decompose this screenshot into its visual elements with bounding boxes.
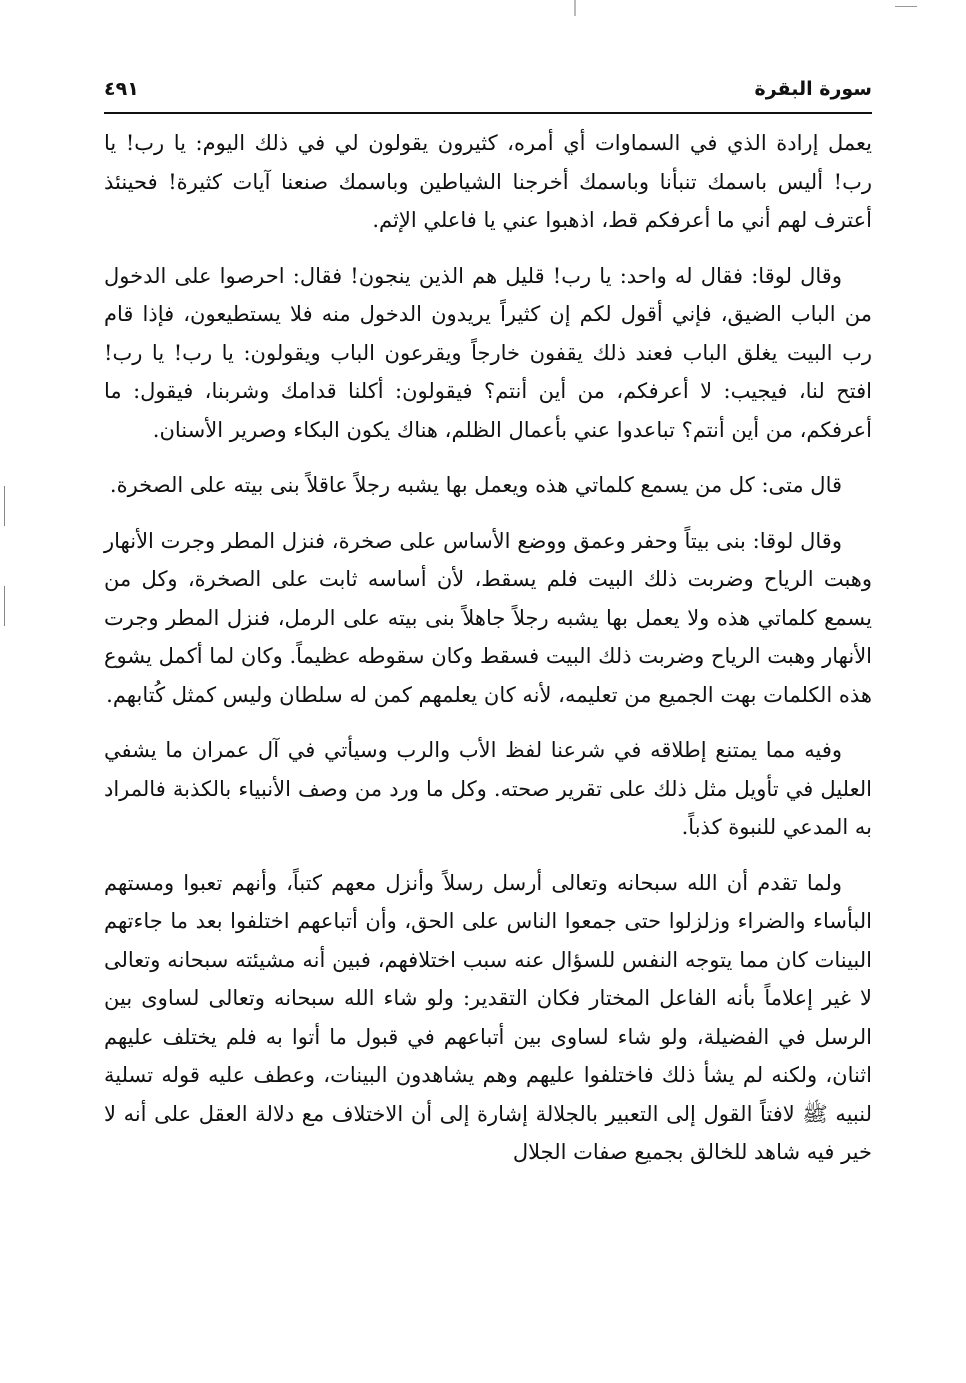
header-rule xyxy=(104,112,872,114)
paragraph: ولما تقدم أن الله سبحانه وتعالى أرسل رسلاً وأنزل معهم كتباً، وأنهم تعبوا ومستهم البأساء والضراء وزلزلوا حتى جمعوا الناس على الحق، وأن أتباعهم اختلفوا بعد ما جاءتهم البينات كان مما يتوجه النفس للسؤال عنه سبب اختلافهم، فبين أنه مشيئته سبحانه وتعالى لا غير إعلاماً بأنه الفاعل المختار فكان التقدير: ولو شاء الله سبحانه وتعالى لساوى بين الرسل في الفضيلة، ولو شاء لساوى بين أتباعهم في قبول ما أتوا به فلم يختلف عليهم اثنان، ولكنه لم يشأ ذلك فاختلفوا عليهم وهم يشاهدون البينات، وعطف عليه قوله تسلية لنبيه ﷺ لافتاً القول إلى التعبير بالجلالة إشارة إلى أن الاختلاف مع دلالة العقل على أنه لا خير فيه شاهد للخالق بجميع صفات الجلال xyxy=(104,870,872,1164)
paragraph: يعمل إرادة الذي في السماوات أي أمره، كثيرون يقولون لي في ذلك اليوم: يا رب! يا رب! أليس باسمك تنبأنا وباسمك أخرجنا الشياطين وباسمك صنعنا آيات كثيرة! فحينئذ أعترف لهم أني ما أعرفكم قط، اذهبوا عني يا فاعلي الإثم. xyxy=(104,131,872,232)
body-text xyxy=(104,124,872,1189)
scan-mark xyxy=(895,6,917,7)
surah-title: سورة البقرة xyxy=(754,78,872,100)
paragraph: وقال لوقا: فقال له واحد: يا رب! قليل هم الذين ينجون! فقال: احرصوا على الدخول من الباب الضيق، فإني أقول لكم إن كثيراً يريدون الدخول منه فلا يستطيعون، فإذا قام رب البيت يغلق الباب فعند ذلك يقفون خارجاً ويقرعون الباب ويقولون: يا رب! يا رب! افتح لنا، فيجيب: لا أعرفكم، من أين أنتم؟ فيقولون: أكلنا قدامك وشربنا، فيقول: ما أعرفكم، من أين أنتم؟ تباعدوا عني بأعمال الظلم، هناك يكون البكاء وصرير الأسنان. xyxy=(104,263,872,442)
page-number: ٤٩١ xyxy=(104,78,139,100)
paragraph: وقال لوقا: بنى بيتاً وحفر وعمق ووضع الأساس على صخرة، فنزل المطر وجرت الأنهار وهبت الرياح وضربت ذلك البيت فلم يسقط، لأن أساسه ثابت على الصخرة، وكل من يسمع كلماتي هذه ولا يعمل بها يشبه رجلاً جاهلاً بنى بيته على الرمل، فنزل المطر وجرت الأنهار وهبت الرياح وضربت ذلك البيت فسقط وكان سقوطه عظيماً. وكان لما أكمل يشوع هذه الكلمات بهت الجميع من تعليمه، لأنه كان يعلمهم كمن له سلطان وليس كمثل كُتابهم. xyxy=(104,528,872,707)
scan-mark xyxy=(574,0,576,16)
paragraph: قال متى: كل من يسمع كلماتي هذه ويعمل بها يشبه رجلاً عاقلاً بنى بيته على الصخرة. xyxy=(109,473,842,497)
margin-mark xyxy=(4,586,5,626)
running-header xyxy=(104,78,872,108)
margin-mark xyxy=(4,486,5,526)
paragraph: وفيه مما يمتنع إطلاقه في شرعنا لفظ الأب والرب وسيأتي في آل عمران ما يشفي العليل في تأويل مثل ذلك على تقرير صحته. وكل ما ورد من وصف الأنبياء بالكذبة فالمراد به المدعي للنبوة كذباً. xyxy=(104,738,872,839)
